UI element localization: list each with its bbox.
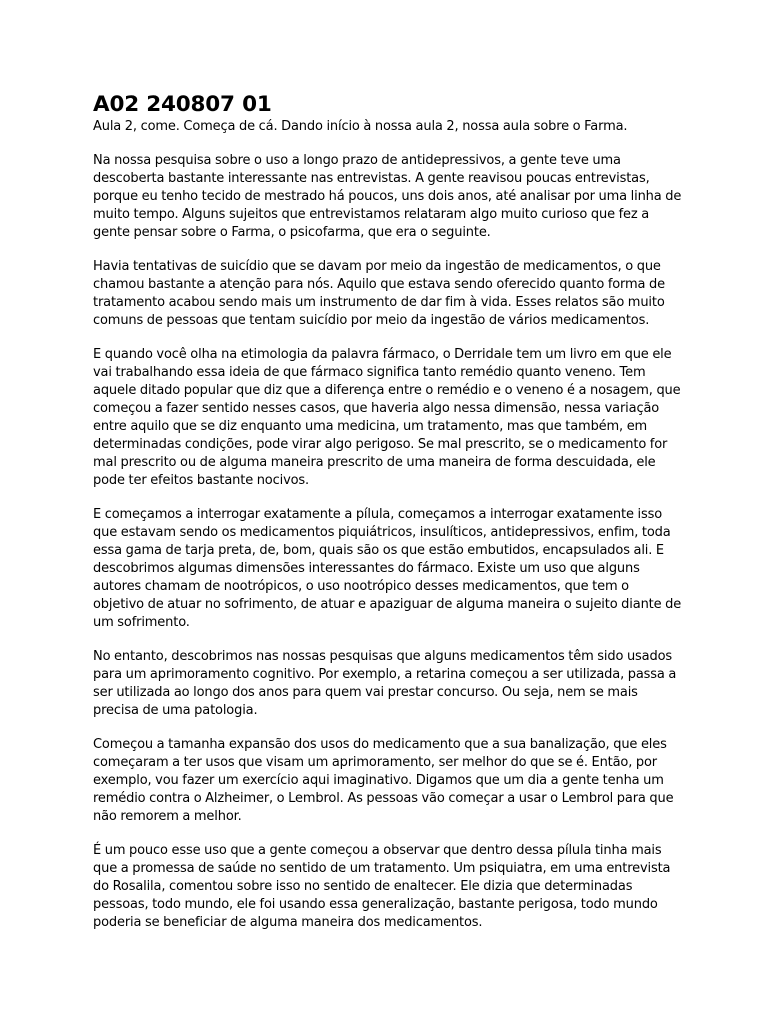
document-title: A02 240807 01 xyxy=(93,92,272,117)
paragraph-intro: Aula 2, come. Começa de cá. Dando início à nossa aula 2, nossa aula sobre o Farma. xyxy=(93,119,628,134)
document-page xyxy=(93,92,683,948)
paragraph-etymology: E quando você olha na etimologia da palavra fármaco, o Derridale tem um livro em que ele vai trabalhando essa ideia de que fármaco significa tanto remédio quanto veneno. Tem aquele ditado popular que diz que a diferença entre o remédio e o veneno é a nosagem, que começou a fazer sentido nesses casos, que haveria algo nessa dimensão, nessa variação entre aquilo que se diz enquanto uma medicina, um tratamento, mas que também, em determinadas condições, pode virar algo perigoso. Se mal prescrito, se o medicamento for mal prescrito ou de alguma maneira prescrito de uma maneira de forma descuidada, ele pode ter efeitos bastante nocivos. xyxy=(93,347,681,488)
paragraph-suicide-attempts: Havia tentativas de suicídio que se davam por meio da ingestão de medicamentos, o que chamou bastante a atenção para nós. Aquilo que estava sendo oferecido quanto forma de tratamento acabou sendo mais um instrumento de dar fim à vida. Esses relatos são muito comuns de pessoas que tentam suicídio por meio da ingestão de vários medicamentos. xyxy=(93,259,665,328)
paragraph-expansion: Começou a tamanha expansão dos usos do medicamento que a sua banalização, que eles começaram a ter usos que visam um aprimoramento, ser melhor do que se é. Então, por exemplo, vou fazer um exercício aqui imaginativo. Digamos que um dia a gente tenha um remédio contra o Alzheimer, o Lembrol. As pessoas vão começar a usar o Lembrol para que não remorem a melhor. xyxy=(93,737,674,824)
paragraph-pill: E começamos a interrogar exatamente a pílula, começamos a interrogar exatamente isso que estavam sendo os medicamentos piquiátricos, insulíticos, antidepressivos, enfim, toda essa gama de tarja preta, de, bom, quais são os que estão embutidos, encapsulados ali. E descobrimos algumas dimensões interessantes do fármaco. Existe um uso que alguns autores chamam de nootrópicos, o uso nootrópico desses medicamentos, que tem o objetivo de atuar no sofrimento, de atuar e apaziguar de alguma maneira o sujeito diante de um sofrimento. xyxy=(93,507,682,630)
paragraph-cognitive-enhancement: No entanto, descobrimos nas nossas pesquisas que alguns medicamentos têm sido usados para um aprimoramento cognitivo. Por exemplo, a retarina começou a ser utilizada, passa a ser utilizada ao longo dos anos para quem vai prestar concurso. Ou seja, nem se mais precisa de uma patologia. xyxy=(93,649,677,718)
paragraph-promise: É um pouco esse uso que a gente começou a observar que dentro dessa pílula tinha mais que a promessa de saúde no sentido de um tratamento. Um psiquiatra, em uma entrevista do Rosalila, comentou sobre isso no sentido de enaltecer. Ele dizia que determinadas pessoas, todo mundo, ele foi usando essa generalização, bastante perigosa, todo mundo poderia se beneficiar de alguma maneira dos medicamentos. xyxy=(93,843,671,930)
paragraph-research: Na nossa pesquisa sobre o uso a longo prazo de antidepressivos, a gente teve uma descoberta bastante interessante nas entrevistas. A gente reavisou poucas entrevistas, porque eu tenho tecido de mestrado há poucos, uns dois anos, até analisar por uma linha de muito tempo. Alguns sujeitos que entrevistamos relataram algo muito curioso que fez a gente pensar sobre o Farma, o psicofarma, que era o seguinte. xyxy=(93,153,682,240)
